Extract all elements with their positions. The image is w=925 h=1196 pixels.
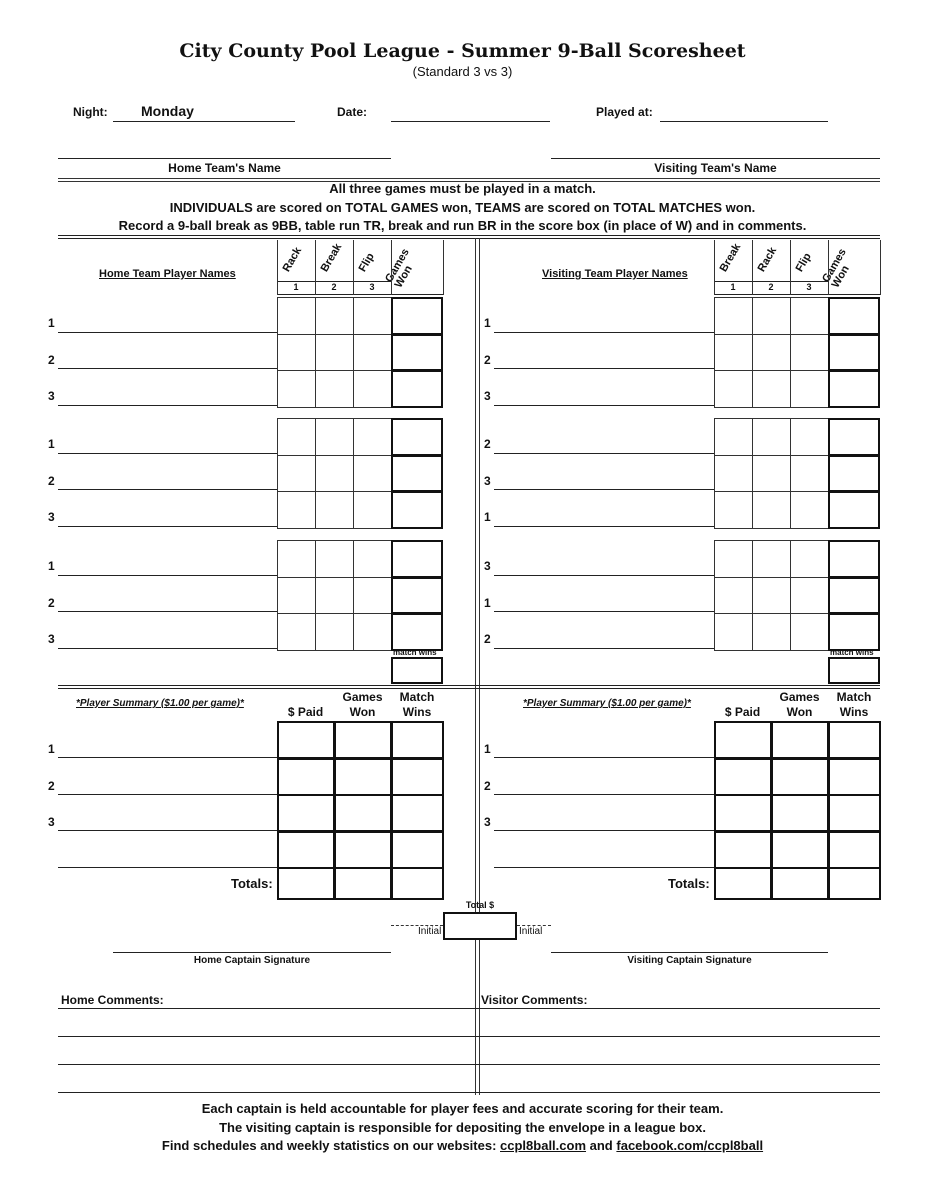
- game-score-cell[interactable]: [315, 334, 354, 372]
- date-label: Date:: [337, 105, 368, 119]
- games-won-cell[interactable]: [828, 334, 880, 372]
- game-score-cell[interactable]: [714, 540, 753, 578]
- games-won-cell[interactable]: [828, 491, 880, 529]
- game-score-cell[interactable]: [277, 577, 316, 615]
- paid-column-header: $ Paid: [287, 705, 324, 719]
- game-score-cell[interactable]: [353, 577, 392, 615]
- column-header-games-won: Games Won: [383, 246, 415, 290]
- game-score-cell[interactable]: [315, 418, 354, 456]
- game-score-cell[interactable]: [790, 455, 829, 493]
- player-row-number: 2: [484, 632, 491, 646]
- comment-line[interactable]: [58, 1092, 880, 1093]
- summary-player-name-field[interactable]: [58, 830, 277, 831]
- totals-label: Totals:: [231, 876, 273, 891]
- game-score-cell[interactable]: [752, 297, 791, 335]
- comment-line[interactable]: [58, 1064, 880, 1065]
- player-row-number: 3: [484, 559, 491, 573]
- summary-cell[interactable]: [277, 794, 335, 832]
- game-score-cell[interactable]: [277, 540, 316, 578]
- player-name-field[interactable]: [494, 526, 714, 527]
- player-name-field[interactable]: [58, 489, 277, 490]
- paid-column-header: $ Paid: [724, 705, 761, 719]
- games-won-column-header: Games Won: [342, 690, 383, 719]
- game-score-cell[interactable]: [714, 370, 753, 408]
- player-name-field[interactable]: [494, 648, 714, 649]
- game-score-cell[interactable]: [790, 491, 829, 529]
- game-score-cell[interactable]: [790, 613, 829, 651]
- visiting-player-names-label: Visiting Team Player Names: [542, 268, 688, 280]
- home-player-names-label: Home Team Player Names: [99, 268, 236, 280]
- column-number: 2: [768, 282, 774, 292]
- night-label: Night:: [73, 105, 108, 119]
- column-number: 3: [369, 282, 375, 292]
- summary-cell[interactable]: [714, 831, 772, 869]
- summary-row-number: 1: [484, 742, 491, 756]
- totals-cell[interactable]: [714, 867, 772, 900]
- header-divider: [828, 240, 829, 295]
- header-rule: [277, 294, 443, 295]
- game-score-cell[interactable]: [315, 370, 354, 408]
- game-score-cell[interactable]: [353, 334, 392, 372]
- player-name-field[interactable]: [494, 368, 714, 369]
- home-comments-label: Home Comments:: [61, 993, 164, 1007]
- games-won-cell[interactable]: [391, 491, 443, 529]
- comment-line[interactable]: [58, 1008, 880, 1009]
- games-won-cell[interactable]: [828, 297, 880, 335]
- summary-row-number: 1: [48, 742, 55, 756]
- summary-player-name-field[interactable]: [494, 757, 714, 758]
- player-row-number: 2: [48, 595, 55, 610]
- player-name-field[interactable]: [58, 453, 277, 454]
- player-row-number: 3: [48, 389, 55, 403]
- game-score-cell[interactable]: [277, 370, 316, 408]
- game-score-cell[interactable]: [315, 613, 354, 651]
- header-rule: [714, 281, 828, 282]
- rule-divider: [58, 238, 880, 239]
- games-won-cell[interactable]: [828, 418, 880, 456]
- summary-row-number: 2: [484, 779, 491, 793]
- rules-line-2: INDIVIDUALS are scored on TOTAL GAMES won, TEAMS are scored on TOTAL MATCHES won.: [169, 200, 756, 215]
- games-won-cell[interactable]: [391, 540, 443, 578]
- summary-player-name-field[interactable]: [58, 867, 277, 868]
- player-summary-label: *Player Summary ($1.00 per game)*: [76, 698, 244, 709]
- game-score-cell[interactable]: [752, 418, 791, 456]
- match-wins-label: match wins: [830, 648, 874, 657]
- rule-divider: [58, 685, 880, 686]
- game-score-cell[interactable]: [714, 334, 753, 372]
- visitor-comments-label: Visitor Comments:: [481, 993, 588, 1007]
- totals-cell[interactable]: [334, 867, 392, 900]
- player-row-number: 1: [48, 437, 55, 451]
- player-name-field[interactable]: [58, 332, 277, 333]
- summary-cell[interactable]: [277, 831, 335, 869]
- header-divider: [277, 240, 278, 295]
- home-team-name-label: Home Team's Name: [168, 161, 281, 175]
- summary-cell[interactable]: [828, 831, 881, 869]
- games-won-cell[interactable]: [391, 577, 443, 615]
- player-row-number: 2: [48, 473, 55, 488]
- game-score-cell[interactable]: [353, 370, 392, 408]
- game-score-cell[interactable]: [714, 455, 753, 493]
- player-name-field[interactable]: [58, 648, 277, 649]
- player-name-field[interactable]: [494, 489, 714, 490]
- center-divider: [475, 238, 480, 1095]
- header-divider: [752, 240, 753, 295]
- game-score-cell[interactable]: [714, 577, 753, 615]
- game-score-cell[interactable]: [277, 613, 316, 651]
- total-dollar-label: Total $: [465, 900, 495, 910]
- summary-player-name-field[interactable]: [494, 867, 714, 868]
- games-won-cell[interactable]: [828, 455, 880, 493]
- summary-row-number: 3: [48, 815, 55, 829]
- player-row-number: 1: [484, 510, 491, 524]
- player-row-number: 1: [484, 595, 491, 610]
- game-score-cell[interactable]: [315, 297, 354, 335]
- total-dollar-box[interactable]: [443, 912, 517, 940]
- column-header-rack: Rack: [280, 245, 305, 274]
- match-wins-column-header: Match Wins: [399, 690, 435, 719]
- totals-cell[interactable]: [277, 867, 335, 900]
- footer-and-text: and: [589, 1138, 613, 1153]
- games-won-cell[interactable]: [391, 613, 443, 651]
- player-row-number: 2: [484, 352, 491, 367]
- player-name-field[interactable]: [58, 575, 277, 576]
- footer-line-1: Each captain is held accountable for player fees and accurate scoring for their team.: [201, 1101, 724, 1116]
- player-row-number: 1: [48, 559, 55, 573]
- summary-player-name-field[interactable]: [58, 757, 277, 758]
- game-score-cell[interactable]: [714, 491, 753, 529]
- summary-row-number: 2: [48, 779, 55, 793]
- player-name-field[interactable]: [494, 405, 714, 406]
- summary-cell[interactable]: [277, 721, 335, 759]
- rule-divider: [58, 235, 880, 236]
- games-won-cell[interactable]: [391, 455, 443, 493]
- summary-cell[interactable]: [771, 831, 829, 869]
- column-header-games-won: Games Won: [820, 246, 852, 290]
- totals-cell[interactable]: [771, 867, 829, 900]
- player-row-number: 2: [484, 437, 491, 451]
- facebook-link[interactable]: facebook.com/ccpl8ball: [616, 1138, 764, 1153]
- match-wins-cell[interactable]: [391, 657, 443, 684]
- game-score-cell[interactable]: [315, 455, 354, 493]
- summary-cell[interactable]: [391, 721, 444, 759]
- player-row-number: 1: [48, 316, 55, 330]
- summary-cell[interactable]: [828, 758, 881, 796]
- game-score-cell[interactable]: [277, 334, 316, 372]
- player-name-field[interactable]: [58, 368, 277, 369]
- summary-row-number: 3: [484, 815, 491, 829]
- player-row-number: 3: [48, 510, 55, 524]
- game-score-cell[interactable]: [752, 577, 791, 615]
- game-score-cell[interactable]: [315, 540, 354, 578]
- summary-cell[interactable]: [771, 794, 829, 832]
- games-won-cell[interactable]: [391, 418, 443, 456]
- visiting-captain-signature-label: Visiting Captain Signature: [627, 955, 752, 966]
- summary-cell[interactable]: [334, 758, 392, 796]
- summary-cell[interactable]: [391, 794, 444, 832]
- summary-cell[interactable]: [714, 794, 772, 832]
- games-won-cell[interactable]: [828, 370, 880, 408]
- game-score-cell[interactable]: [353, 613, 392, 651]
- match-wins-label: match wins: [393, 648, 437, 657]
- home-captain-signature-label: Home Captain Signature: [193, 955, 311, 966]
- website-link[interactable]: ccpl8ball.com: [500, 1138, 587, 1153]
- visiting-team-name-field[interactable]: [551, 158, 880, 159]
- match-wins-cell[interactable]: [828, 657, 880, 684]
- summary-cell[interactable]: [771, 721, 829, 759]
- summary-cell[interactable]: [391, 831, 444, 869]
- summary-player-name-field[interactable]: [494, 830, 714, 831]
- column-number: 1: [293, 282, 299, 292]
- visiting-team-name-label: Visiting Team's Name: [654, 161, 777, 175]
- game-score-cell[interactable]: [277, 418, 316, 456]
- summary-cell[interactable]: [277, 758, 335, 796]
- rules-line-3: Record a 9-ball break as 9BB, table run TR, break and run BR in the score box (in place of W) and in comments.: [118, 218, 807, 233]
- summary-cell[interactable]: [714, 758, 772, 796]
- played-at-field[interactable]: [660, 121, 828, 122]
- visiting-initial-label: Initial: [519, 926, 543, 937]
- home-initial-label: Initial: [418, 926, 442, 937]
- column-number: 3: [806, 282, 812, 292]
- player-name-field[interactable]: [58, 526, 277, 527]
- rules-line-1: All three games must be played in a match.: [329, 181, 596, 196]
- home-captain-signature-field[interactable]: [113, 952, 391, 953]
- game-score-cell[interactable]: [714, 297, 753, 335]
- summary-cell[interactable]: [334, 831, 392, 869]
- totals-label: Totals:: [668, 876, 710, 891]
- column-header-break: Break: [318, 241, 345, 274]
- column-header-break: Break: [717, 241, 744, 274]
- game-score-cell[interactable]: [752, 455, 791, 493]
- column-number: 1: [730, 282, 736, 292]
- player-row-number: 3: [484, 389, 491, 403]
- column-header-flip: Flip: [793, 251, 814, 274]
- column-header-flip: Flip: [356, 251, 377, 274]
- player-name-field[interactable]: [494, 332, 714, 333]
- player-name-field[interactable]: [494, 611, 714, 612]
- game-score-cell[interactable]: [353, 455, 392, 493]
- player-name-field[interactable]: [58, 405, 277, 406]
- games-won-cell[interactable]: [828, 540, 880, 578]
- player-name-field[interactable]: [58, 611, 277, 612]
- page-subtitle: (Standard 3 vs 3): [412, 64, 513, 79]
- game-score-cell[interactable]: [277, 491, 316, 529]
- game-score-cell[interactable]: [790, 334, 829, 372]
- totals-cell[interactable]: [828, 867, 881, 900]
- games-won-cell[interactable]: [391, 297, 443, 335]
- totals-cell[interactable]: [391, 867, 444, 900]
- footer-line-3: [0, 1138, 925, 1153]
- game-score-cell[interactable]: [752, 334, 791, 372]
- games-won-cell[interactable]: [828, 613, 880, 651]
- played-at-label: Played at:: [596, 105, 653, 119]
- game-score-cell[interactable]: [353, 491, 392, 529]
- game-score-cell[interactable]: [315, 491, 354, 529]
- rule-divider: [58, 178, 880, 179]
- header-rule: [714, 294, 880, 295]
- header-divider: [880, 240, 881, 295]
- player-name-field[interactable]: [494, 575, 714, 576]
- game-score-cell[interactable]: [752, 491, 791, 529]
- date-field[interactable]: [391, 121, 550, 122]
- summary-cell[interactable]: [771, 758, 829, 796]
- header-rule: [277, 281, 391, 282]
- game-score-cell[interactable]: [752, 540, 791, 578]
- column-header-rack: Rack: [755, 245, 780, 274]
- game-score-cell[interactable]: [752, 370, 791, 408]
- game-score-cell[interactable]: [714, 613, 753, 651]
- game-score-cell[interactable]: [315, 577, 354, 615]
- game-score-cell[interactable]: [277, 297, 316, 335]
- player-row-number: 3: [484, 473, 491, 488]
- summary-cell[interactable]: [714, 721, 772, 759]
- column-number: 2: [331, 282, 337, 292]
- player-name-field[interactable]: [494, 453, 714, 454]
- summary-player-name-field[interactable]: [58, 794, 277, 795]
- summary-cell[interactable]: [334, 794, 392, 832]
- rule-divider: [58, 688, 880, 689]
- game-score-cell[interactable]: [353, 418, 392, 456]
- games-won-cell[interactable]: [391, 370, 443, 408]
- summary-cell[interactable]: [334, 721, 392, 759]
- player-row-number: 2: [48, 352, 55, 367]
- night-line: [113, 121, 295, 122]
- header-divider: [315, 240, 316, 295]
- game-score-cell[interactable]: [277, 455, 316, 493]
- summary-cell[interactable]: [391, 758, 444, 796]
- header-divider: [714, 240, 715, 295]
- game-score-cell[interactable]: [790, 297, 829, 335]
- header-divider: [443, 240, 444, 295]
- games-won-cell[interactable]: [828, 577, 880, 615]
- game-score-cell[interactable]: [353, 540, 392, 578]
- player-row-number: 1: [484, 316, 491, 330]
- game-score-cell[interactable]: [790, 370, 829, 408]
- player-row-number: 3: [48, 632, 55, 646]
- header-divider: [790, 240, 791, 295]
- games-won-cell[interactable]: [391, 334, 443, 372]
- visiting-captain-signature-field[interactable]: [551, 952, 828, 953]
- player-summary-label: *Player Summary ($1.00 per game)*: [523, 698, 691, 709]
- game-score-cell[interactable]: [790, 577, 829, 615]
- header-divider: [353, 240, 354, 295]
- header-divider: [391, 240, 392, 295]
- footer-websites-text: Find schedules and weekly statistics on our websites:: [161, 1138, 497, 1153]
- game-score-cell[interactable]: [752, 613, 791, 651]
- home-team-name-field[interactable]: [58, 158, 391, 159]
- summary-cell[interactable]: [828, 721, 881, 759]
- footer-line-2: The visiting captain is responsible for depositing the envelope in a league box.: [219, 1120, 706, 1135]
- match-wins-column-header: Match Wins: [836, 690, 872, 719]
- summary-cell[interactable]: [828, 794, 881, 832]
- game-score-cell[interactable]: [714, 418, 753, 456]
- game-score-cell[interactable]: [790, 540, 829, 578]
- game-score-cell[interactable]: [353, 297, 392, 335]
- page-title: City County Pool League - Summer 9-Ball Scoresheet: [179, 40, 746, 62]
- night-field[interactable]: Monday: [141, 103, 194, 119]
- game-score-cell[interactable]: [790, 418, 829, 456]
- games-won-column-header: Games Won: [779, 690, 820, 719]
- comment-line[interactable]: [58, 1036, 880, 1037]
- summary-player-name-field[interactable]: [494, 794, 714, 795]
